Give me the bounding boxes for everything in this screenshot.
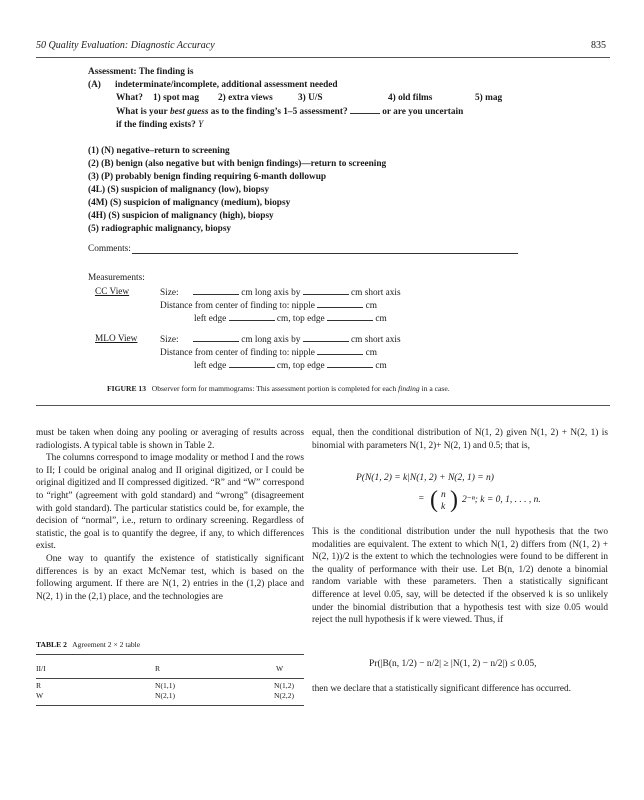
table-cell: W — [36, 691, 44, 700]
running-title: 50 Quality Evaluation: Diagnostic Accuracy — [36, 40, 215, 51]
exists-question: if the finding exists? Y — [116, 120, 204, 130]
what-row: What? 1) spot mag 2) extra views 3) U/S 4) old films 5) mag — [116, 93, 503, 103]
header-rule — [36, 57, 610, 58]
table-cell: N(1,2) — [274, 681, 295, 690]
left-paren: ( — [430, 487, 438, 513]
paragraph: One way to quantify the existence of statistically significant differences is by an exact McNemar test, which is based on the following argument. If there are N(1, 2) entries in the (1,2) place and N(2, 1) in the (2,1) place, and the technologies are — [36, 553, 304, 602]
what-option: 5) mag — [475, 93, 503, 103]
what-option: 2) extra views — [218, 93, 273, 103]
mlo-view-label: MLO View — [95, 334, 138, 344]
table-header-row — [36, 664, 304, 676]
table-row — [36, 691, 304, 703]
size-short-blank[interactable] — [303, 333, 349, 342]
mlo-edge-row: left edge cm, top edge cm — [194, 361, 387, 371]
comments-label: Comments: — [88, 244, 131, 254]
nipple-blank[interactable] — [317, 299, 363, 308]
cc-view-label: CC View — [95, 287, 130, 297]
size-short-blank[interactable] — [303, 286, 349, 295]
table-mid-rule — [36, 678, 304, 679]
what-option: 4) old films — [388, 93, 433, 103]
table-caption: TABLE 2 Agreement 2 × 2 table — [36, 640, 141, 649]
category-item: (4L) (S) suspicion of malignancy (low), biopsy — [88, 185, 270, 195]
category-item: (4H) (S) suspicion of malignancy (high), biopsy — [88, 211, 274, 221]
cc-size-row: Size: cm long axis by cm short axis — [160, 288, 401, 298]
nipple-blank[interactable] — [317, 346, 363, 355]
option-a: (A) indeterminate/incomplete, additional assessment needed — [88, 80, 338, 90]
category-item: (2) (B) benign (also negative but with benign findings)—return to screening — [88, 159, 387, 169]
cc-distance-row: Distance from center of finding to: nipple cm — [160, 301, 377, 311]
what-option: 3) U/S — [298, 93, 323, 103]
category-list — [88, 145, 528, 236]
mlo-distance-row: Distance from center of finding to: nipple cm — [160, 348, 377, 358]
size-long-blank[interactable] — [193, 333, 239, 342]
assessment-label: Assessment: The finding is — [88, 67, 194, 77]
mlo-size-row: Size: cm long axis by cm short axis — [160, 335, 401, 345]
top-edge-blank[interactable] — [327, 359, 373, 368]
category-item: (3) (P) probably benign finding requiring 6-manth dollowup — [88, 172, 327, 182]
binom-bottom: k — [441, 502, 446, 512]
table-cell: N(2,1) — [155, 691, 176, 700]
binom-top: n — [441, 490, 446, 500]
paragraph: The columns correspond to image modality or method I and the rows to II; I could be original analog and II original digitized, or I could be original digitized and II compressed digitized. “R” and “W” correspond to “right” (agreement with gold standard) and “wrong” (disagreement with gold standard). The particular statistics could be, for example, the decision of “normal”, i.e., return to ordinary screening. Regardless of statistic, the goal is to quantify the degree, if any, to which differences exist. — [36, 453, 304, 552]
equation-line-1: P(N(1, 2) = k|N(1, 2) + N(2, 1) = n) — [356, 473, 494, 483]
paragraph: then we declare that a statistically significant difference has occurred. — [312, 684, 571, 694]
right-paren: ) — [450, 487, 458, 513]
best-guess-blank[interactable] — [350, 105, 380, 114]
table-cell: N(1,1) — [155, 681, 176, 690]
paragraph: must be taken when doing any pooling or averaging of results across radiologists. A typical table is shown in Table 2. — [36, 428, 304, 451]
left-edge-blank[interactable] — [229, 312, 275, 321]
exists-answer: Y — [198, 120, 204, 130]
cc-edge-row: left edge cm, top edge cm — [194, 314, 387, 324]
paragraph: equal, then the conditional distribution of N(1, 2) given N(1, 2) + N(2, 1) is binomial with parameters N(1, 2)+ N(2, 1) and 0.5; that is, — [312, 428, 608, 451]
left-column — [36, 427, 304, 603]
table-top-rule — [36, 654, 304, 655]
right-column-conclusion — [312, 683, 608, 696]
table-header-cell: W — [276, 664, 284, 673]
table-bottom-rule — [36, 705, 304, 706]
category-item: (5) radiographic malignancy, biopsy — [88, 224, 232, 234]
table-cell: N(2,2) — [274, 691, 295, 700]
page-number: 835 — [591, 40, 606, 51]
top-edge-blank[interactable] — [327, 312, 373, 321]
what-option: 1) spot mag — [153, 93, 199, 103]
size-long-blank[interactable] — [193, 286, 239, 295]
paragraph: This is the conditional distribution under the null hypothesis that the two modalities are equivalent. The extent to which N(1, 2) differs from (N(1, 2) + N(2, 1))/2 is the extent to which the technologies were found to be different in the quality of performance with their use. Let B(n, 1/2) denote a binomial random variable with these parameters. Then a statistically significant difference at level 0.05, say, will be detected if the observed k is so unlikely under the binomial distribution that a hypothesis test with size 0.05 would reject the null hypothesis if k were viewed. Thus, if — [312, 527, 608, 626]
comments-line[interactable] — [132, 253, 518, 254]
table-header-cell: R — [155, 664, 161, 673]
right-column-intro — [312, 427, 608, 452]
table-header-cell: II/I — [36, 664, 46, 673]
equation-line-3: Pr(|B(n, 1/2) − n/2| ≥ |N(1, 2) − n/2|) ≤ 0.05, — [369, 659, 537, 669]
best-guess-question: What is your best guess as to the finding’s 1–5 assessment? or are you uncertain — [116, 107, 464, 117]
observer-form — [88, 66, 528, 236]
right-column-body — [312, 526, 608, 627]
figure-caption: FIGURE 13 Observer form for mammograms: This assessment portion is completed for each finding in a case. — [107, 384, 450, 393]
category-item: (1) (N) negative–return to screening — [88, 146, 230, 156]
measurements-label: Measurements: — [88, 273, 145, 283]
left-edge-blank[interactable] — [229, 359, 275, 368]
figure-rule — [36, 405, 610, 406]
table-cell: R — [36, 681, 42, 690]
category-item: (4M) (S) suspicion of malignancy (medium), biopsy — [88, 198, 291, 208]
